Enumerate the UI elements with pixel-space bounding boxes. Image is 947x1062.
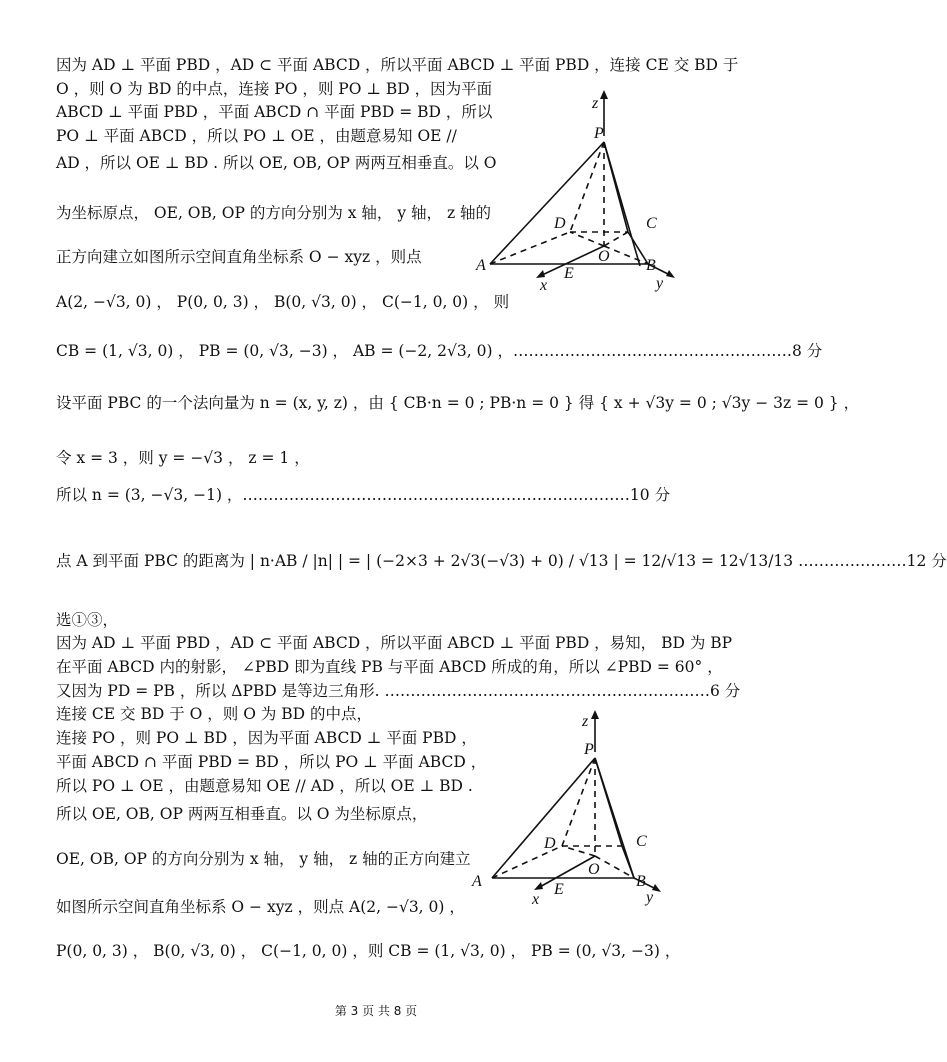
s1-line-6: 为坐标原点， OE, OB, OP 的方向分别为 x 轴， y 轴， z 轴的 bbox=[56, 204, 492, 222]
fig1-label-E: E bbox=[564, 265, 574, 282]
s2-line-11: 如图所示空间直角坐标系 O − xyz ，则点 A(2, −√3, 0) ， bbox=[56, 898, 465, 916]
fig1-label-y: y bbox=[656, 275, 664, 292]
fig2-label-O: O bbox=[588, 861, 600, 878]
s1-line-3: ABCD ⊥ 平面 PBD ，平面 ABCD ∩ 平面 PBD = BD ，所以 bbox=[56, 103, 493, 121]
s1-line-9: CB = (1, √3, 0) ， PB = (0, √3, −3) ， AB = (−2, 2√3, 0) ，………………………………………………8 分 bbox=[56, 342, 823, 360]
s1-line-11: 令 x = 3 ，则 y = −√3 ， z = 1 ， bbox=[56, 449, 310, 467]
fig1-label-x: x bbox=[540, 277, 548, 294]
s2-line-4: 又因为 PD = PB ，所以 ΔPBD 是等边三角形. ………………………………………………………6 分 bbox=[56, 682, 741, 700]
fig2-label-D: D bbox=[544, 835, 556, 852]
s1-line-8: A(2, −√3, 0) ， P(0, 0, 3) ， B(0, √3, 0) ， C(−1, 0, 0) ， 则 bbox=[56, 293, 510, 311]
fig1-label-D: D bbox=[554, 215, 566, 232]
s2-line-6: 连接 PO ，则 PO ⊥ BD ，因为平面 ABCD ⊥ 平面 PBD ， bbox=[56, 729, 477, 747]
s2-line-12: P(0, 0, 3) ， B(0, √3, 0) ， C(−1, 0, 0) ，则 CB = (1, √3, 0) ， PB = (0, √3, −3) ， bbox=[56, 942, 681, 960]
fig2-label-x: x bbox=[532, 891, 540, 908]
s1-line-10: 设平面 PBC 的一个法向量为 n = (x, y, z) ，由 { CB·n = 0 ; PB·n = 0 } 得 { x + √3y = 0 ; √3y − 3z = 0 } ， bbox=[56, 394, 860, 412]
s1-line-2: O ，则 O 为 BD 的中点，连接 PO ，则 PO ⊥ BD ，因为平面 bbox=[56, 80, 493, 98]
fig2-label-y: y bbox=[646, 889, 654, 906]
s1-line-4: PO ⊥ 平面 ABCD ，所以 PO ⊥ OE ，由题意易知 OE // bbox=[56, 127, 457, 145]
fig1-label-z: z bbox=[592, 95, 599, 112]
s2-line-9: 所以 OE, OB, OP 两两互相垂直。以 O 为坐标原点， bbox=[56, 805, 428, 823]
pyramid-figure-2 bbox=[470, 706, 690, 916]
fig2-label-z: z bbox=[582, 713, 589, 730]
fig1-label-A: A bbox=[476, 257, 486, 274]
s2-line-8: 所以 PO ⊥ OE ，由题意易知 OE // AD ，所以 OE ⊥ BD . bbox=[56, 777, 473, 795]
fig2-label-B: B bbox=[636, 873, 646, 890]
fig2-label-C: C bbox=[636, 833, 647, 850]
s1-line-13: 点 A 到平面 PBC 的距离为 | n·AB / |n| | = | (−2×3 + 2√3(−√3) + 0) / √13 | = 12/√13 = 12√13/13 …………………12 分 bbox=[56, 552, 947, 570]
fig1-label-P: P bbox=[594, 125, 604, 142]
s2-line-2: 因为 AD ⊥ 平面 PBD ，AD ⊂ 平面 ABCD ，所以平面 ABCD ⊥ 平面 PBD ，易知， BD 为 BP bbox=[56, 634, 733, 652]
fig2-label-P: P bbox=[584, 741, 594, 758]
fig1-label-O: O bbox=[598, 248, 610, 265]
s1-line-5: AD ，所以 OE ⊥ BD . 所以 OE, OB, OP 两两互相垂直。以 O bbox=[56, 154, 497, 172]
s2-line-10: OE, OB, OP 的方向分别为 x 轴， y 轴， z 轴的正方向建立 bbox=[56, 850, 471, 868]
s2-line-5: 连接 CE 交 BD 于 O ，则 O 为 BD 的中点， bbox=[56, 705, 372, 723]
page-footer: 第 3 页 共 8 页 bbox=[334, 1004, 418, 1018]
s1-line-7: 正方向建立如图所示空间直角坐标系 O − xyz ，则点 bbox=[56, 248, 422, 266]
s2-line-7: 平面 ABCD ∩ 平面 PBD = BD ，所以 PO ⊥ 平面 ABCD ， bbox=[56, 753, 487, 771]
s2-line-1: 选①③， bbox=[56, 611, 119, 629]
fig2-label-E: E bbox=[554, 881, 564, 898]
fig2-label-A: A bbox=[472, 873, 482, 890]
s1-line-1: 因为 AD ⊥ 平面 PBD ，AD ⊂ 平面 ABCD ，所以平面 ABCD ⊥ 平面 PBD ，连接 CE 交 BD 于 bbox=[56, 56, 739, 74]
fig1-label-C: C bbox=[646, 215, 657, 232]
s2-line-3: 在平面 ABCD 内的射影， ∠PBD 即为直线 PB 与平面 ABCD 所成的角，所以 ∠PBD = 60° ， bbox=[56, 658, 723, 676]
s1-line-12: 所以 n = (3, −√3, −1) ，…………………………………………………………………10 分 bbox=[56, 486, 671, 504]
fig1-label-B: B bbox=[646, 257, 656, 274]
pyramid-figure-1 bbox=[470, 86, 690, 296]
